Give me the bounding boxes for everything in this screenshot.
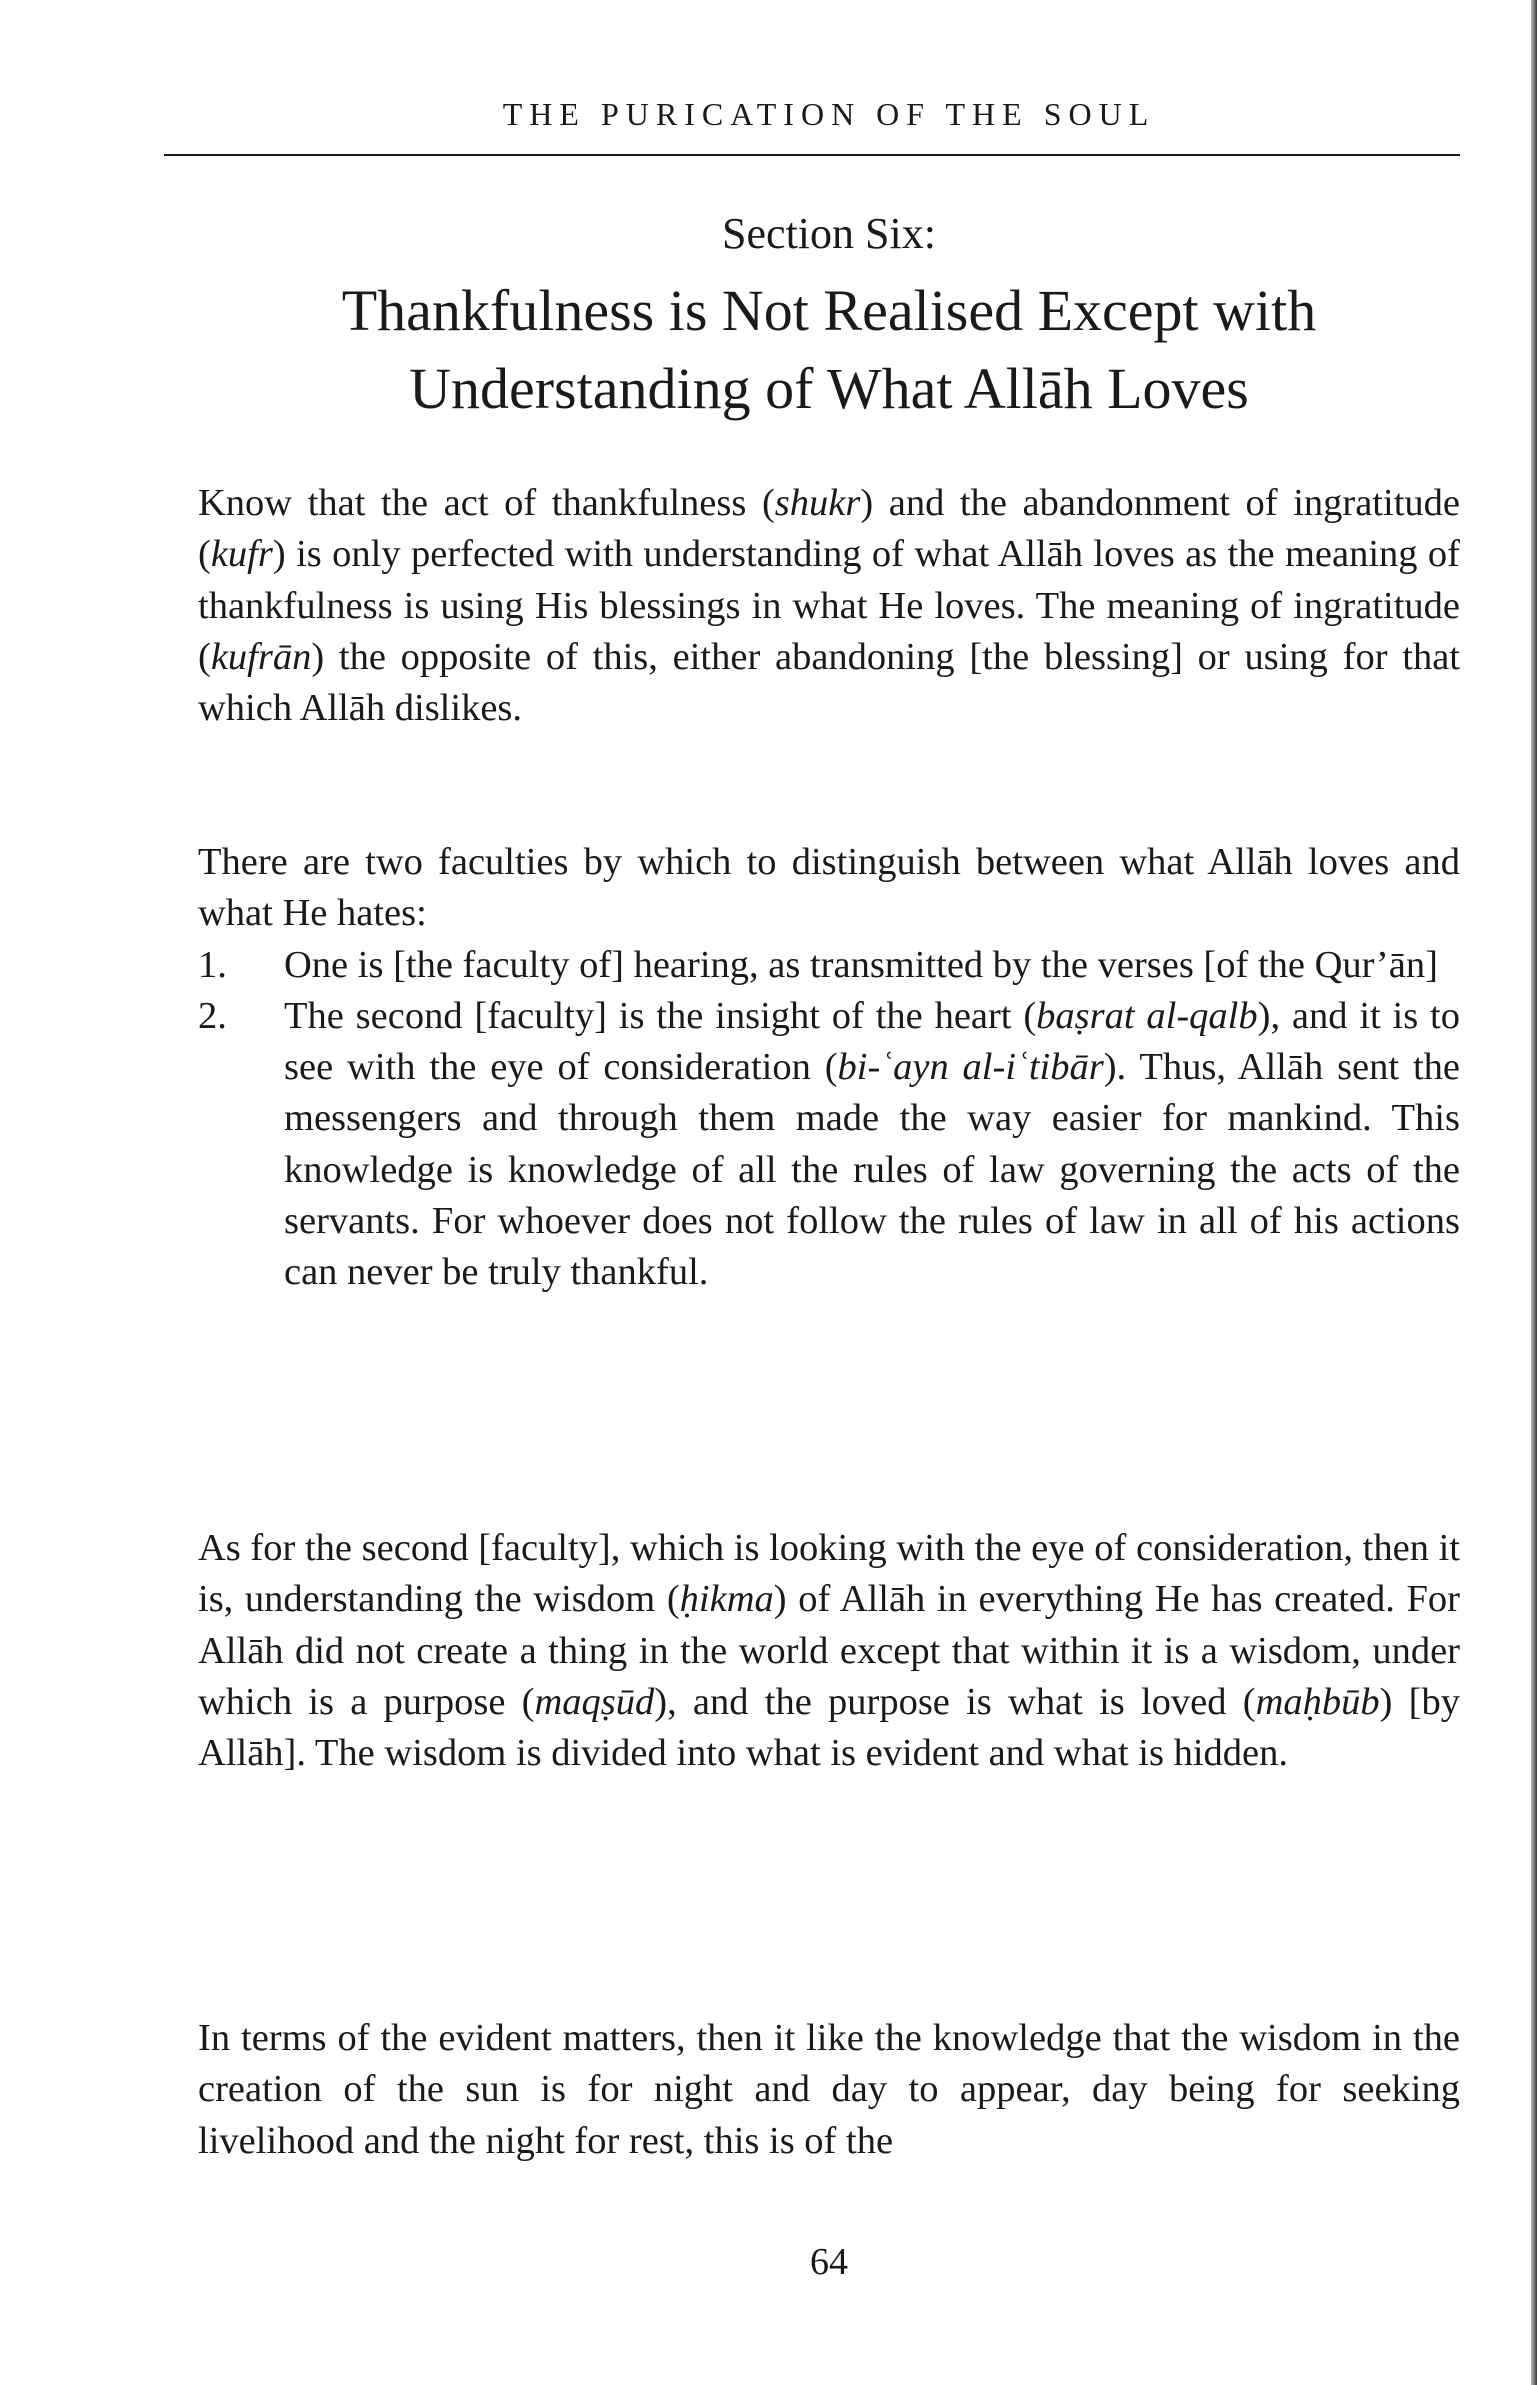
p1-text-1: Know that the act of thankfulness ( — [198, 482, 775, 524]
header-rule — [164, 154, 1460, 156]
term-mahbub: maḥbūb — [1255, 1680, 1380, 1723]
list-item-2-text-2: ), and it is to see with the eye of consideration ( — [284, 994, 1460, 1089]
section-label: Section Six: — [722, 209, 936, 258]
term-bi-ayn-al-itibar: bi-ʿayn al-iʿtibār — [837, 1046, 1104, 1089]
paragraph-thankfulness — [198, 478, 1460, 734]
term-kufr: kufr — [210, 533, 273, 576]
paragraph-two-faculties — [198, 837, 1460, 1299]
term-kufran: kufrān — [210, 635, 312, 678]
p3-text-3: ), and the purpose is what is loved ( — [654, 1680, 1256, 1723]
p1-text-2: ) and the abandonment of ingratitude ( — [198, 482, 1460, 576]
running-head: THE PURICATION OF THE SOUL — [502, 96, 1156, 132]
paragraph-evident-matters: In terms of the evident matters, then it like the knowledge that the wisdom in the creation of the sun is for night and day to appear, day being for seeking livelihood and the night for rest, this is of the — [198, 2017, 1460, 2162]
term-shukr: shukr — [774, 482, 861, 524]
p3-text-2: ) of Allāh in everything He has created. For Allāh did not create a thing in the world except that within it is a wisdom, under which is a purpose ( — [198, 1578, 1460, 1723]
list-item-2-text-1: The second [faculty] is the insight of the heart ( — [284, 994, 1037, 1037]
term-basrat-al-qalb: baṣrat al-qalb — [1036, 994, 1258, 1037]
p1-text-3: ) is only perfected with understanding of what Allāh loves as the meaning of thankfulness is using His blessings in what He loves. The meaning of ingratitude ( — [198, 533, 1460, 678]
list-item-faculty-2 — [198, 991, 1460, 1299]
p3-text-4: ) [by Allāh]. The wisdom is divided into what is evident and what is hidden. — [198, 1680, 1460, 1775]
page-number: 64 — [810, 2241, 848, 2283]
p1-text-4: ) the opposite of this, either abandoning [the blessing] or using for that which Allāh dislikes. — [198, 635, 1460, 730]
list-item-2-text-3: ). Thus, Allāh sent the messengers and through them made the way easier for mankind. This knowledge is knowledge of all the rules of law governing the acts of the servants. For whoever does not follow the rules of law in all of his actions can never be truly thankful. — [284, 1046, 1460, 1294]
p3-text-1: As for the second [faculty], which is looking with the eye of consideration, then it is, understanding the wisdom ( — [198, 1527, 1460, 1621]
faculties-intro: There are two faculties by which to distinguish between what Allāh loves and what He hates: — [198, 841, 1460, 935]
section-title-line-1: Thankfulness is Not Realised Except with — [341, 278, 1317, 343]
page-edge-shadow — [1531, 0, 1537, 2385]
section-title-line-2: Understanding of What Allāh Loves — [409, 356, 1249, 421]
section-title — [198, 272, 1460, 428]
list-item-faculty-1 — [198, 940, 1460, 991]
list-number-2: 2. — [198, 994, 227, 1037]
list-item-1-text: One is [the faculty of] hearing, as transmitted by the verses [of the Qur’ān] — [284, 943, 1438, 986]
term-hikma: ḥikma — [679, 1578, 774, 1621]
term-maqsud: maqṣūd — [534, 1680, 655, 1723]
list-number-1: 1. — [198, 943, 227, 986]
paragraph-second-faculty — [198, 1523, 1460, 1779]
